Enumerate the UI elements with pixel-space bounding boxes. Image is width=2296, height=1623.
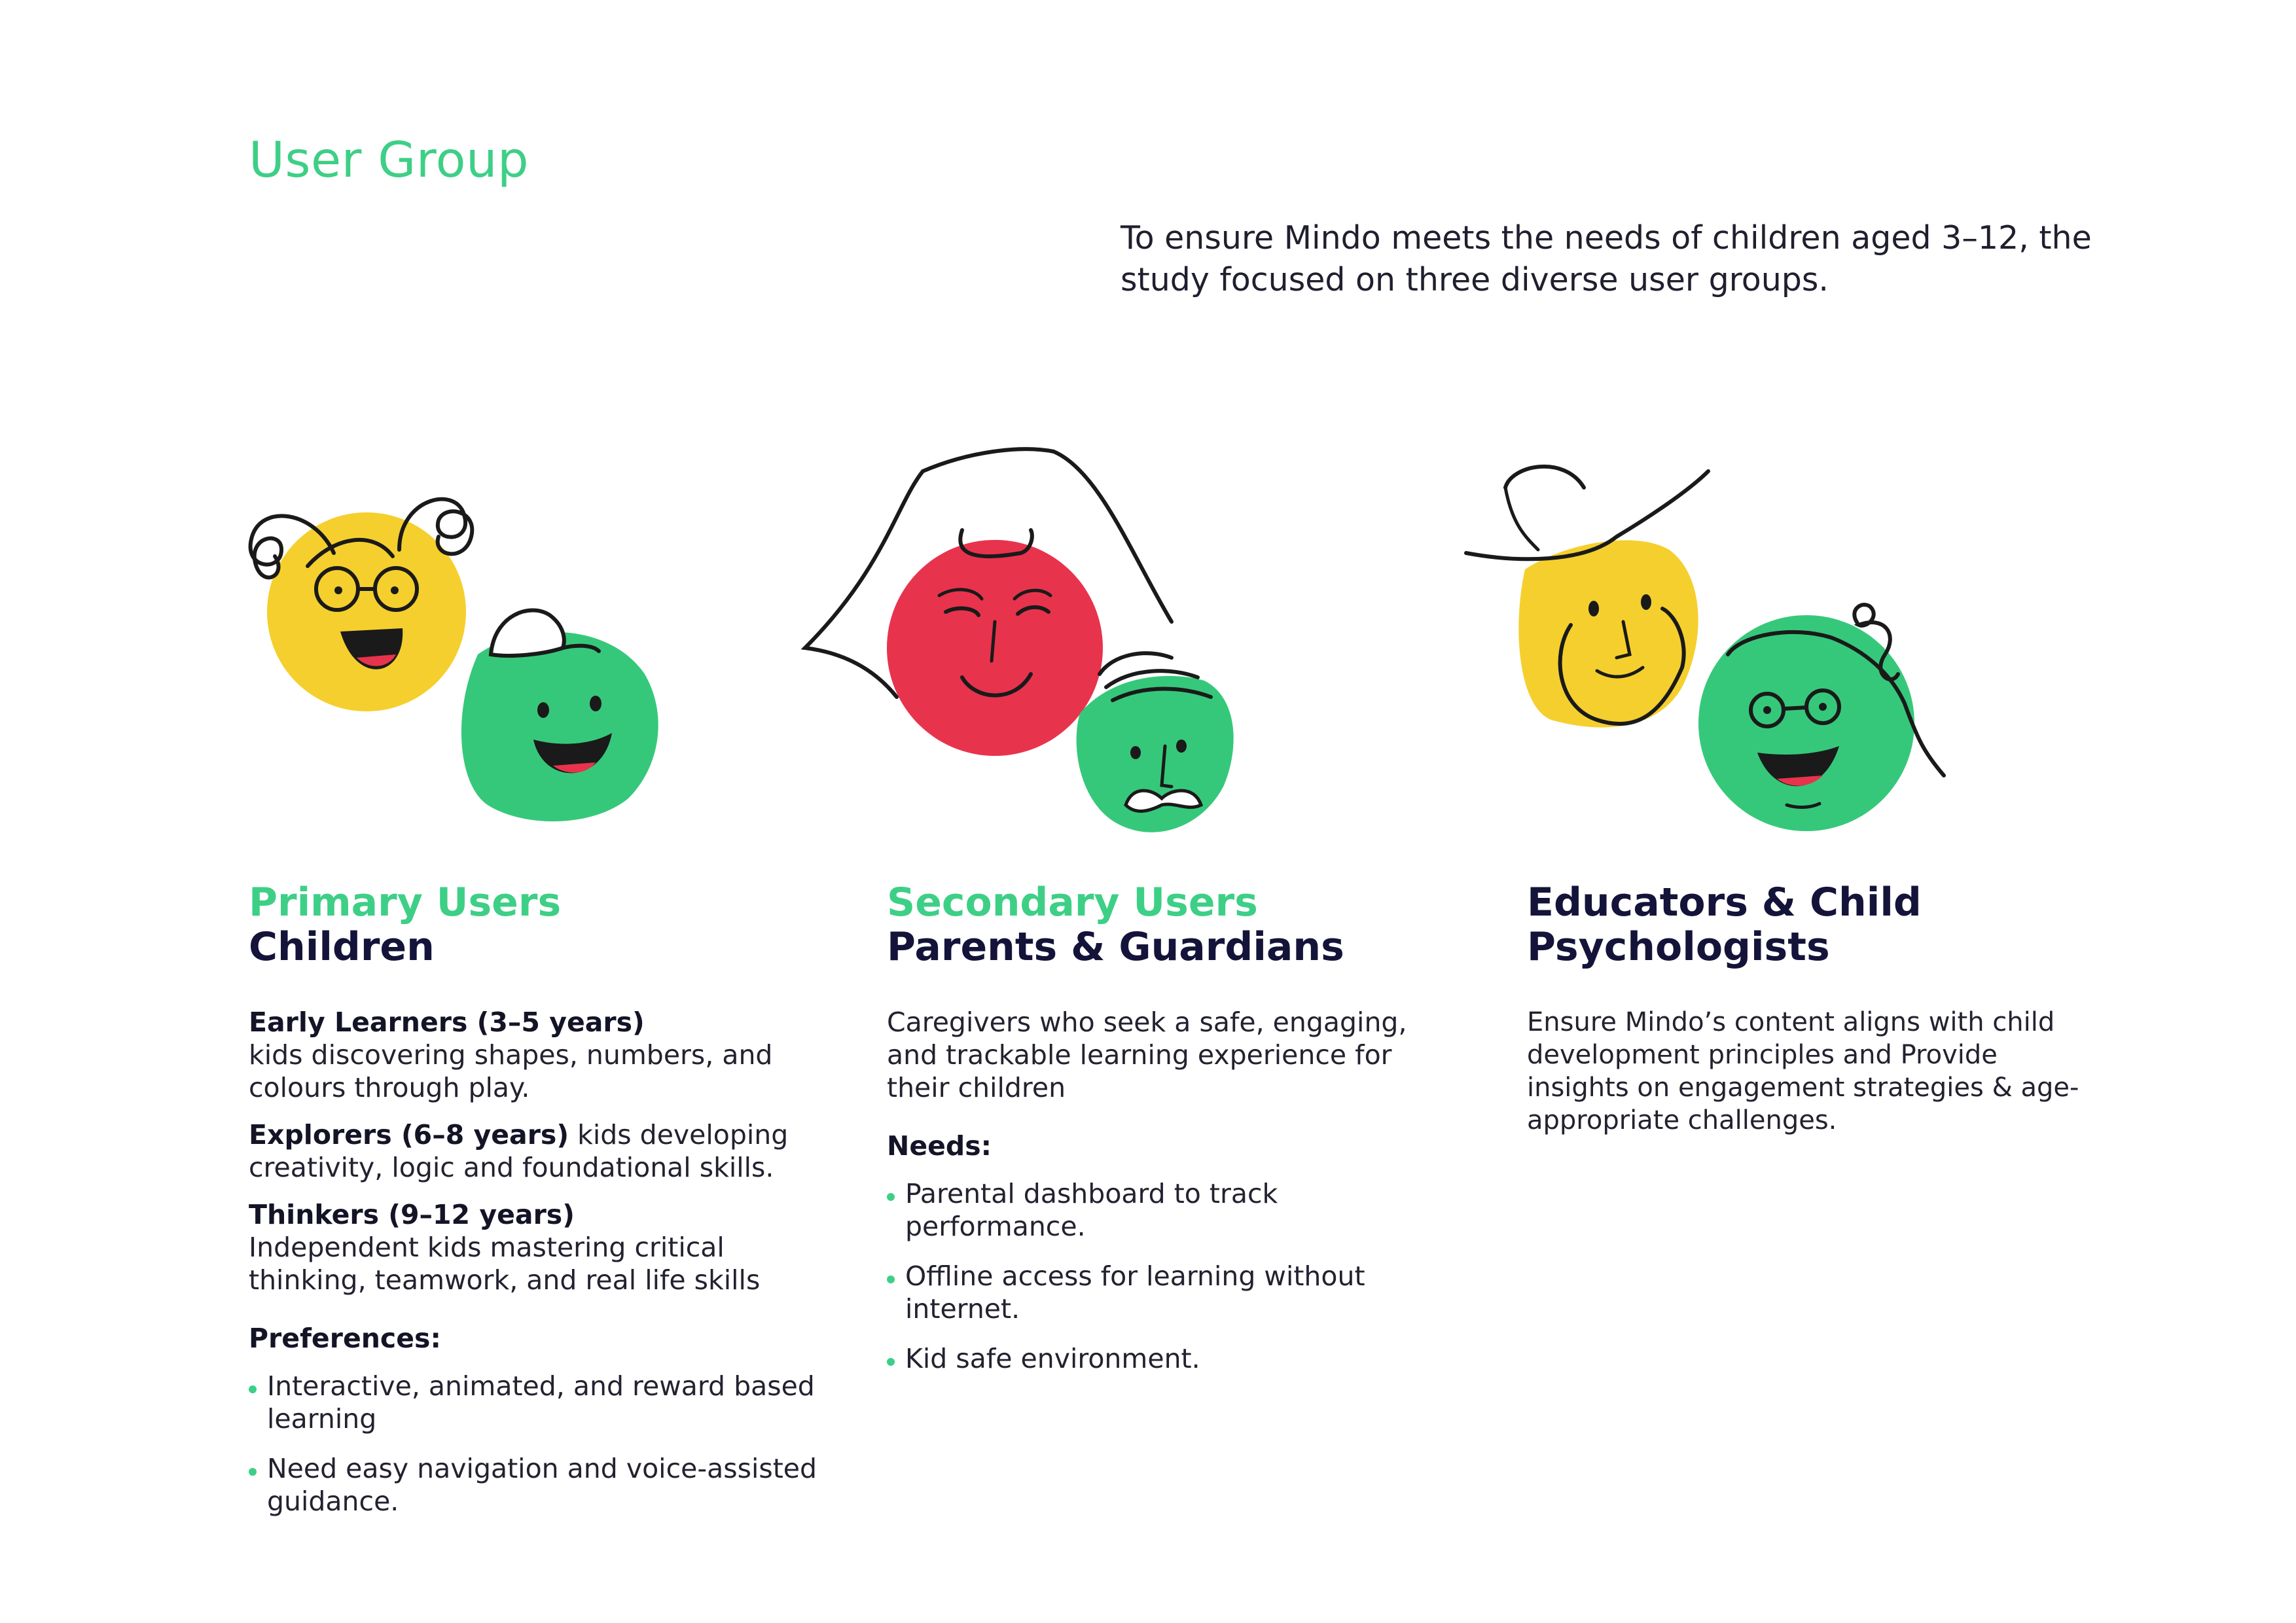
needs-list xyxy=(887,1177,1450,1375)
preferences-title: Preferences: xyxy=(249,1323,441,1354)
segment-thinkers xyxy=(249,1198,825,1296)
educator-man-face xyxy=(1466,467,1708,728)
segment-text: kids developing creativity, logic and foundational skills. xyxy=(249,1119,789,1183)
group-name: Parents & Guardians xyxy=(887,924,1344,970)
segment-label: Early Learners (3–5 years) xyxy=(249,1007,645,1038)
group-heading xyxy=(249,880,825,969)
boy-with-cap-face xyxy=(461,611,658,822)
group-category: Primary Users xyxy=(249,880,562,925)
father-face xyxy=(1077,653,1234,832)
group-name: Children xyxy=(249,924,435,970)
segment-label: Thinkers (9–12 years) xyxy=(249,1199,575,1230)
secondary-users-group xyxy=(887,880,1450,1392)
list-item: Interactive, animated, and reward based learning xyxy=(249,1370,825,1435)
page-title: User Group xyxy=(249,131,529,188)
group-heading xyxy=(1527,880,2090,969)
segment-text: Independent kids mastering critical thinking, teamwork, and real life skills xyxy=(249,1232,761,1296)
group-description: Ensure Mindo’s content aligns with child development principles and Provide insights on engagement strategies & age-appropriate challenges. xyxy=(1527,1007,2079,1135)
intro-text: To ensure Mindo meets the needs of children aged 3–12, the study focused on three diverse user groups. xyxy=(1121,219,2092,298)
educator-woman-face xyxy=(1698,605,1944,831)
girl-with-glasses-face xyxy=(251,499,473,711)
needs-title: Needs: xyxy=(887,1130,992,1162)
list-item: Need easy navigation and voice-assisted guidance. xyxy=(249,1452,825,1518)
segment-explorers xyxy=(249,1118,825,1184)
preferences-list xyxy=(249,1370,825,1518)
group-heading xyxy=(887,880,1450,969)
group-name: Educators & Child Psychologists xyxy=(1527,880,1922,970)
group-category: Secondary Users xyxy=(887,880,1258,925)
segment-text: kids discovering shapes, numbers, and colours through play. xyxy=(249,1039,773,1103)
list-item: Offline access for learning without internet. xyxy=(887,1260,1450,1325)
segment-label: Explorers (6–8 years) xyxy=(249,1119,569,1150)
educators-group xyxy=(1527,880,2090,1163)
segment-early-learners xyxy=(249,1006,825,1104)
list-item: Kid safe environment. xyxy=(887,1342,1450,1375)
list-item: Parental dashboard to track performance. xyxy=(887,1177,1450,1243)
parents-faces-illustration xyxy=(805,438,1316,857)
children-faces-illustration xyxy=(236,458,681,831)
educators-faces-illustration xyxy=(1466,458,1964,838)
primary-users-group xyxy=(249,880,825,1535)
group-description: Caregivers who seek a safe, engaging, and trackable learning experience for their children xyxy=(887,1007,1407,1103)
